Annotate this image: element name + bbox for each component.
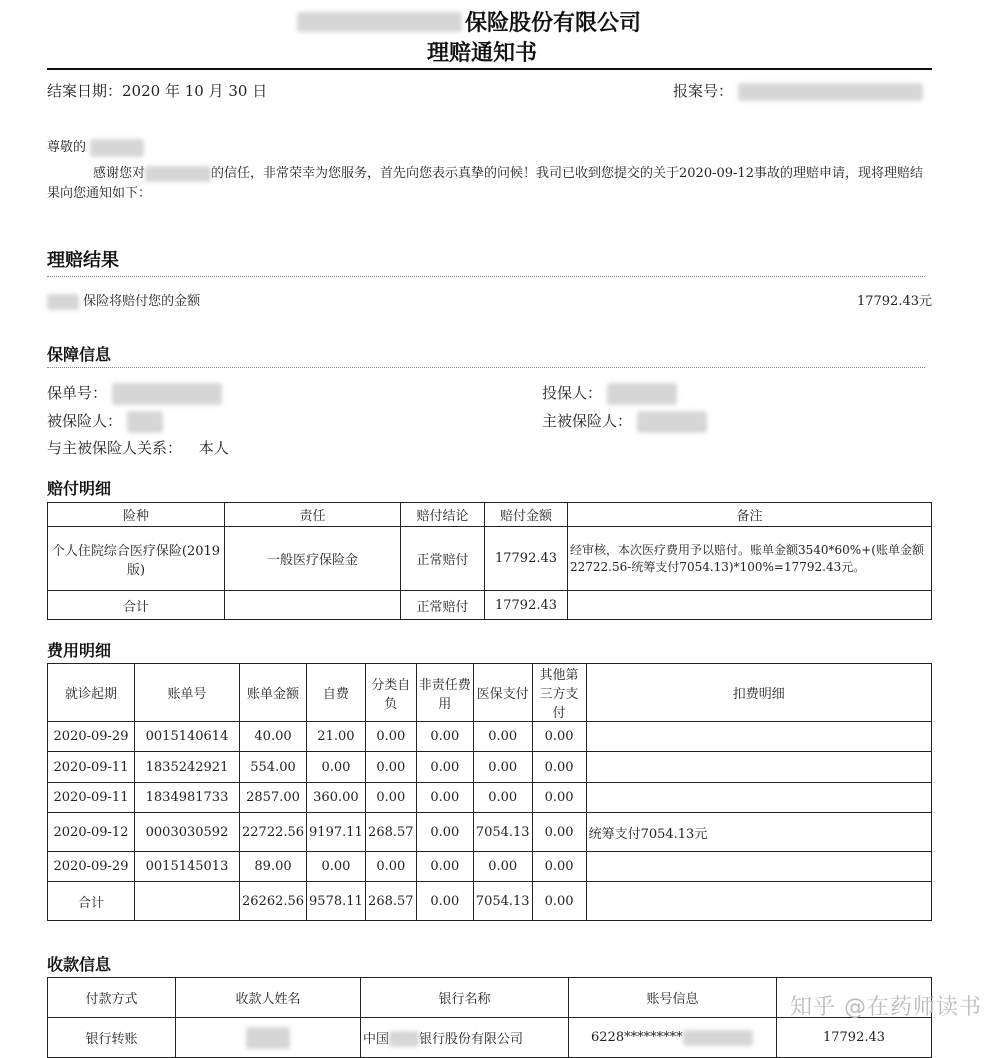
- case-number-row: [673, 80, 923, 101]
- table-cell: 0015140614: [135, 722, 240, 752]
- redacted-company-prefix: [297, 12, 462, 32]
- divider: [47, 367, 925, 368]
- greeting-text: 尊敬的: [47, 140, 87, 155]
- table-cell: 2020-09-29: [48, 722, 135, 752]
- total-row: [48, 591, 932, 620]
- table-cell: 0.00: [473, 783, 532, 813]
- total-amount: 17792.43: [485, 591, 568, 620]
- column-header: 备注: [568, 503, 932, 527]
- table-cell: 0.00: [532, 882, 586, 921]
- company-name: 保险股份有限公司: [465, 11, 642, 36]
- table-cell: [586, 852, 931, 882]
- policy-number-label: 保单号：: [47, 384, 108, 402]
- bank-name-b: 银行股份有限公司: [419, 1031, 524, 1047]
- section-heading-expense: 费用明细: [47, 641, 112, 660]
- product-cell: 个人住院综合医疗保险(2019版): [48, 527, 225, 591]
- table-cell: 7054.13: [473, 813, 532, 852]
- table-cell: 89.00: [240, 852, 307, 882]
- table-cell: 0.00: [365, 852, 416, 882]
- document-header: [47, 4, 932, 70]
- note-cell: 经审核，本次医疗费用予以赔付。账单金额3540*60%+(账单金额22722.56-统筹支付7054.13)*100%=17792.43元。: [568, 527, 932, 591]
- table-header-row: [48, 664, 932, 722]
- table-cell: 9197.11: [307, 813, 366, 852]
- table-cell: [586, 752, 931, 783]
- payment-method-cell: 银行转账: [48, 1018, 176, 1058]
- watermark: 知乎 @在药师读书: [790, 995, 982, 1020]
- column-header: 非责任费用: [416, 664, 473, 722]
- empty-cell: [568, 591, 932, 620]
- result-row: [47, 290, 932, 310]
- total-conclusion: 正常赔付: [401, 591, 485, 620]
- table-cell: 0.00: [416, 813, 473, 852]
- table-cell: 0.00: [473, 752, 532, 783]
- redacted-case-number: [738, 83, 923, 101]
- table-cell: 0.00: [365, 783, 416, 813]
- column-header: 责任: [225, 503, 401, 527]
- table-row: [48, 813, 932, 852]
- redacted-insurer: [145, 166, 211, 182]
- column-header: 自费: [307, 664, 366, 722]
- table-cell: 0.00: [532, 813, 586, 852]
- column-header: 分类自负: [365, 664, 416, 722]
- table-cell: 2857.00: [240, 783, 307, 813]
- column-header: 其他第三方支付: [532, 664, 586, 722]
- insured-label: 被保险人：: [47, 412, 123, 430]
- table-cell: 26262.56: [240, 882, 307, 921]
- table-cell: 2020-09-29: [48, 852, 135, 882]
- insured-person: [47, 410, 163, 433]
- bank-name-a: 中国: [363, 1031, 390, 1047]
- case-number-label: 报案号：: [673, 82, 734, 100]
- table-cell: 0.00: [473, 722, 532, 752]
- document-title: 理赔通知书: [427, 41, 538, 66]
- redacted-account: [683, 1030, 753, 1046]
- table-cell: 9578.11: [307, 882, 366, 921]
- table-cell: 0.00: [416, 722, 473, 752]
- section-heading-payee: 收款信息: [47, 955, 112, 974]
- column-header: 赔付结论: [401, 503, 485, 527]
- letter-text-b: 的信任，非常荣幸为您服务，首先向您表示真挚的问候！我司已收到您提交的关于2020-09-12事故的理赔申请，现将理赔结果向您通知如下：: [47, 166, 923, 201]
- column-header: 扣费明细: [586, 664, 931, 722]
- column-header: 付款方式: [48, 978, 176, 1018]
- total-label: 合计: [48, 591, 225, 620]
- redacted-customer-name: [90, 139, 144, 157]
- policy-number: [47, 382, 222, 405]
- policy-holder-label: 投保人：: [542, 384, 603, 402]
- divider: [47, 276, 925, 277]
- table-cell: 0.00: [307, 752, 366, 783]
- table-cell: [586, 783, 931, 813]
- close-date-label: 结案日期：: [47, 82, 123, 100]
- column-header: 账号信息: [569, 978, 777, 1018]
- table-header-row: [48, 503, 932, 527]
- bank-name-cell: [361, 1018, 569, 1058]
- column-header: 就诊起期: [48, 664, 135, 722]
- main-insured: [542, 410, 707, 433]
- column-header: 医保支付: [473, 664, 532, 722]
- payout-table: [47, 502, 932, 620]
- table-cell: 7054.13: [473, 882, 532, 921]
- table-cell: 1835242921: [135, 752, 240, 783]
- table-row: [48, 1018, 932, 1058]
- table-cell: 0.00: [532, 852, 586, 882]
- table-cell: [135, 882, 240, 921]
- table-cell: 0.00: [307, 852, 366, 882]
- table-cell: 0003030592: [135, 813, 240, 852]
- table-cell: 0.00: [416, 783, 473, 813]
- table-cell: [586, 882, 931, 921]
- relation-label: 与主被保险人关系：: [47, 439, 183, 457]
- table-cell: 0.00: [416, 852, 473, 882]
- section-heading-payout: 赔付明细: [47, 479, 112, 498]
- total-row: [48, 882, 932, 921]
- table-cell: 268.57: [365, 882, 416, 921]
- policy-holder: [542, 382, 677, 405]
- table-cell: 0015145013: [135, 852, 240, 882]
- table-cell: 0.00: [532, 752, 586, 783]
- table-cell: 0.00: [473, 852, 532, 882]
- table-cell: 21.00: [307, 722, 366, 752]
- account-number: 6228*********: [591, 1030, 683, 1045]
- table-row: [48, 752, 932, 783]
- account-cell: [569, 1018, 777, 1058]
- section-heading-result: 理赔结果: [47, 250, 119, 271]
- table-cell: 268.57: [365, 813, 416, 852]
- table-cell: 0.00: [416, 882, 473, 921]
- liability-cell: 一般医疗保险金: [225, 527, 401, 591]
- table-cell: 0.00: [365, 752, 416, 783]
- main-insured-label: 主被保险人：: [542, 412, 633, 430]
- payout-amount-cell: 17792.43: [777, 1018, 932, 1058]
- redacted-insurer-short: [47, 294, 79, 310]
- table-cell: 22722.56: [240, 813, 307, 852]
- redacted-insured: [127, 411, 163, 433]
- column-header: 赔付金额: [485, 503, 568, 527]
- table-row: [48, 783, 932, 813]
- relation: [47, 437, 229, 458]
- table-cell: 2020-09-11: [48, 783, 135, 813]
- table-cell: 0.00: [416, 752, 473, 783]
- table-cell: 0.00: [365, 722, 416, 752]
- relation-value: 本人: [198, 439, 229, 457]
- column-header: 账单号: [135, 664, 240, 722]
- redacted-holder: [607, 383, 677, 405]
- table-cell: 0.00: [532, 783, 586, 813]
- letter-body: [47, 164, 932, 204]
- table-cell: 1834981733: [135, 783, 240, 813]
- empty-cell: [225, 591, 401, 620]
- result-amount: 17792.43元: [856, 294, 932, 309]
- result-label: 保险将赔付您的金额: [83, 294, 201, 309]
- redacted-main-insured: [637, 411, 707, 433]
- table-cell: 统筹支付7054.13元: [586, 813, 931, 852]
- table-cell: 0.00: [532, 722, 586, 752]
- table-row: [48, 722, 932, 752]
- table-cell: [586, 722, 931, 752]
- table-cell: 40.00: [240, 722, 307, 752]
- column-header: 收款人姓名: [176, 978, 361, 1018]
- table-row: [48, 527, 932, 591]
- amount-cell: 17792.43: [485, 527, 568, 591]
- table-cell: 合计: [48, 882, 135, 921]
- table-cell: 554.00: [240, 752, 307, 783]
- payee-name-cell: [176, 1018, 361, 1058]
- column-header: 银行名称: [361, 978, 569, 1018]
- column-header: 账单金额: [240, 664, 307, 722]
- section-heading-coverage: 保障信息: [47, 345, 112, 364]
- conclusion-cell: 正常赔付: [401, 527, 485, 591]
- greeting: [47, 136, 144, 157]
- table-cell: 360.00: [307, 783, 366, 813]
- expense-table: [47, 663, 932, 921]
- redacted-bank: [389, 1031, 419, 1047]
- table-row: [48, 852, 932, 882]
- redacted-payee-name: [246, 1027, 290, 1049]
- table-cell: 2020-09-11: [48, 752, 135, 783]
- column-header: 险种: [48, 503, 225, 527]
- letter-text-a: 感谢您对: [93, 166, 146, 181]
- redacted-policy-number: [112, 383, 222, 405]
- close-date-value: 2020 年 10 月 30 日: [122, 82, 268, 100]
- table-cell: 2020-09-12: [48, 813, 135, 852]
